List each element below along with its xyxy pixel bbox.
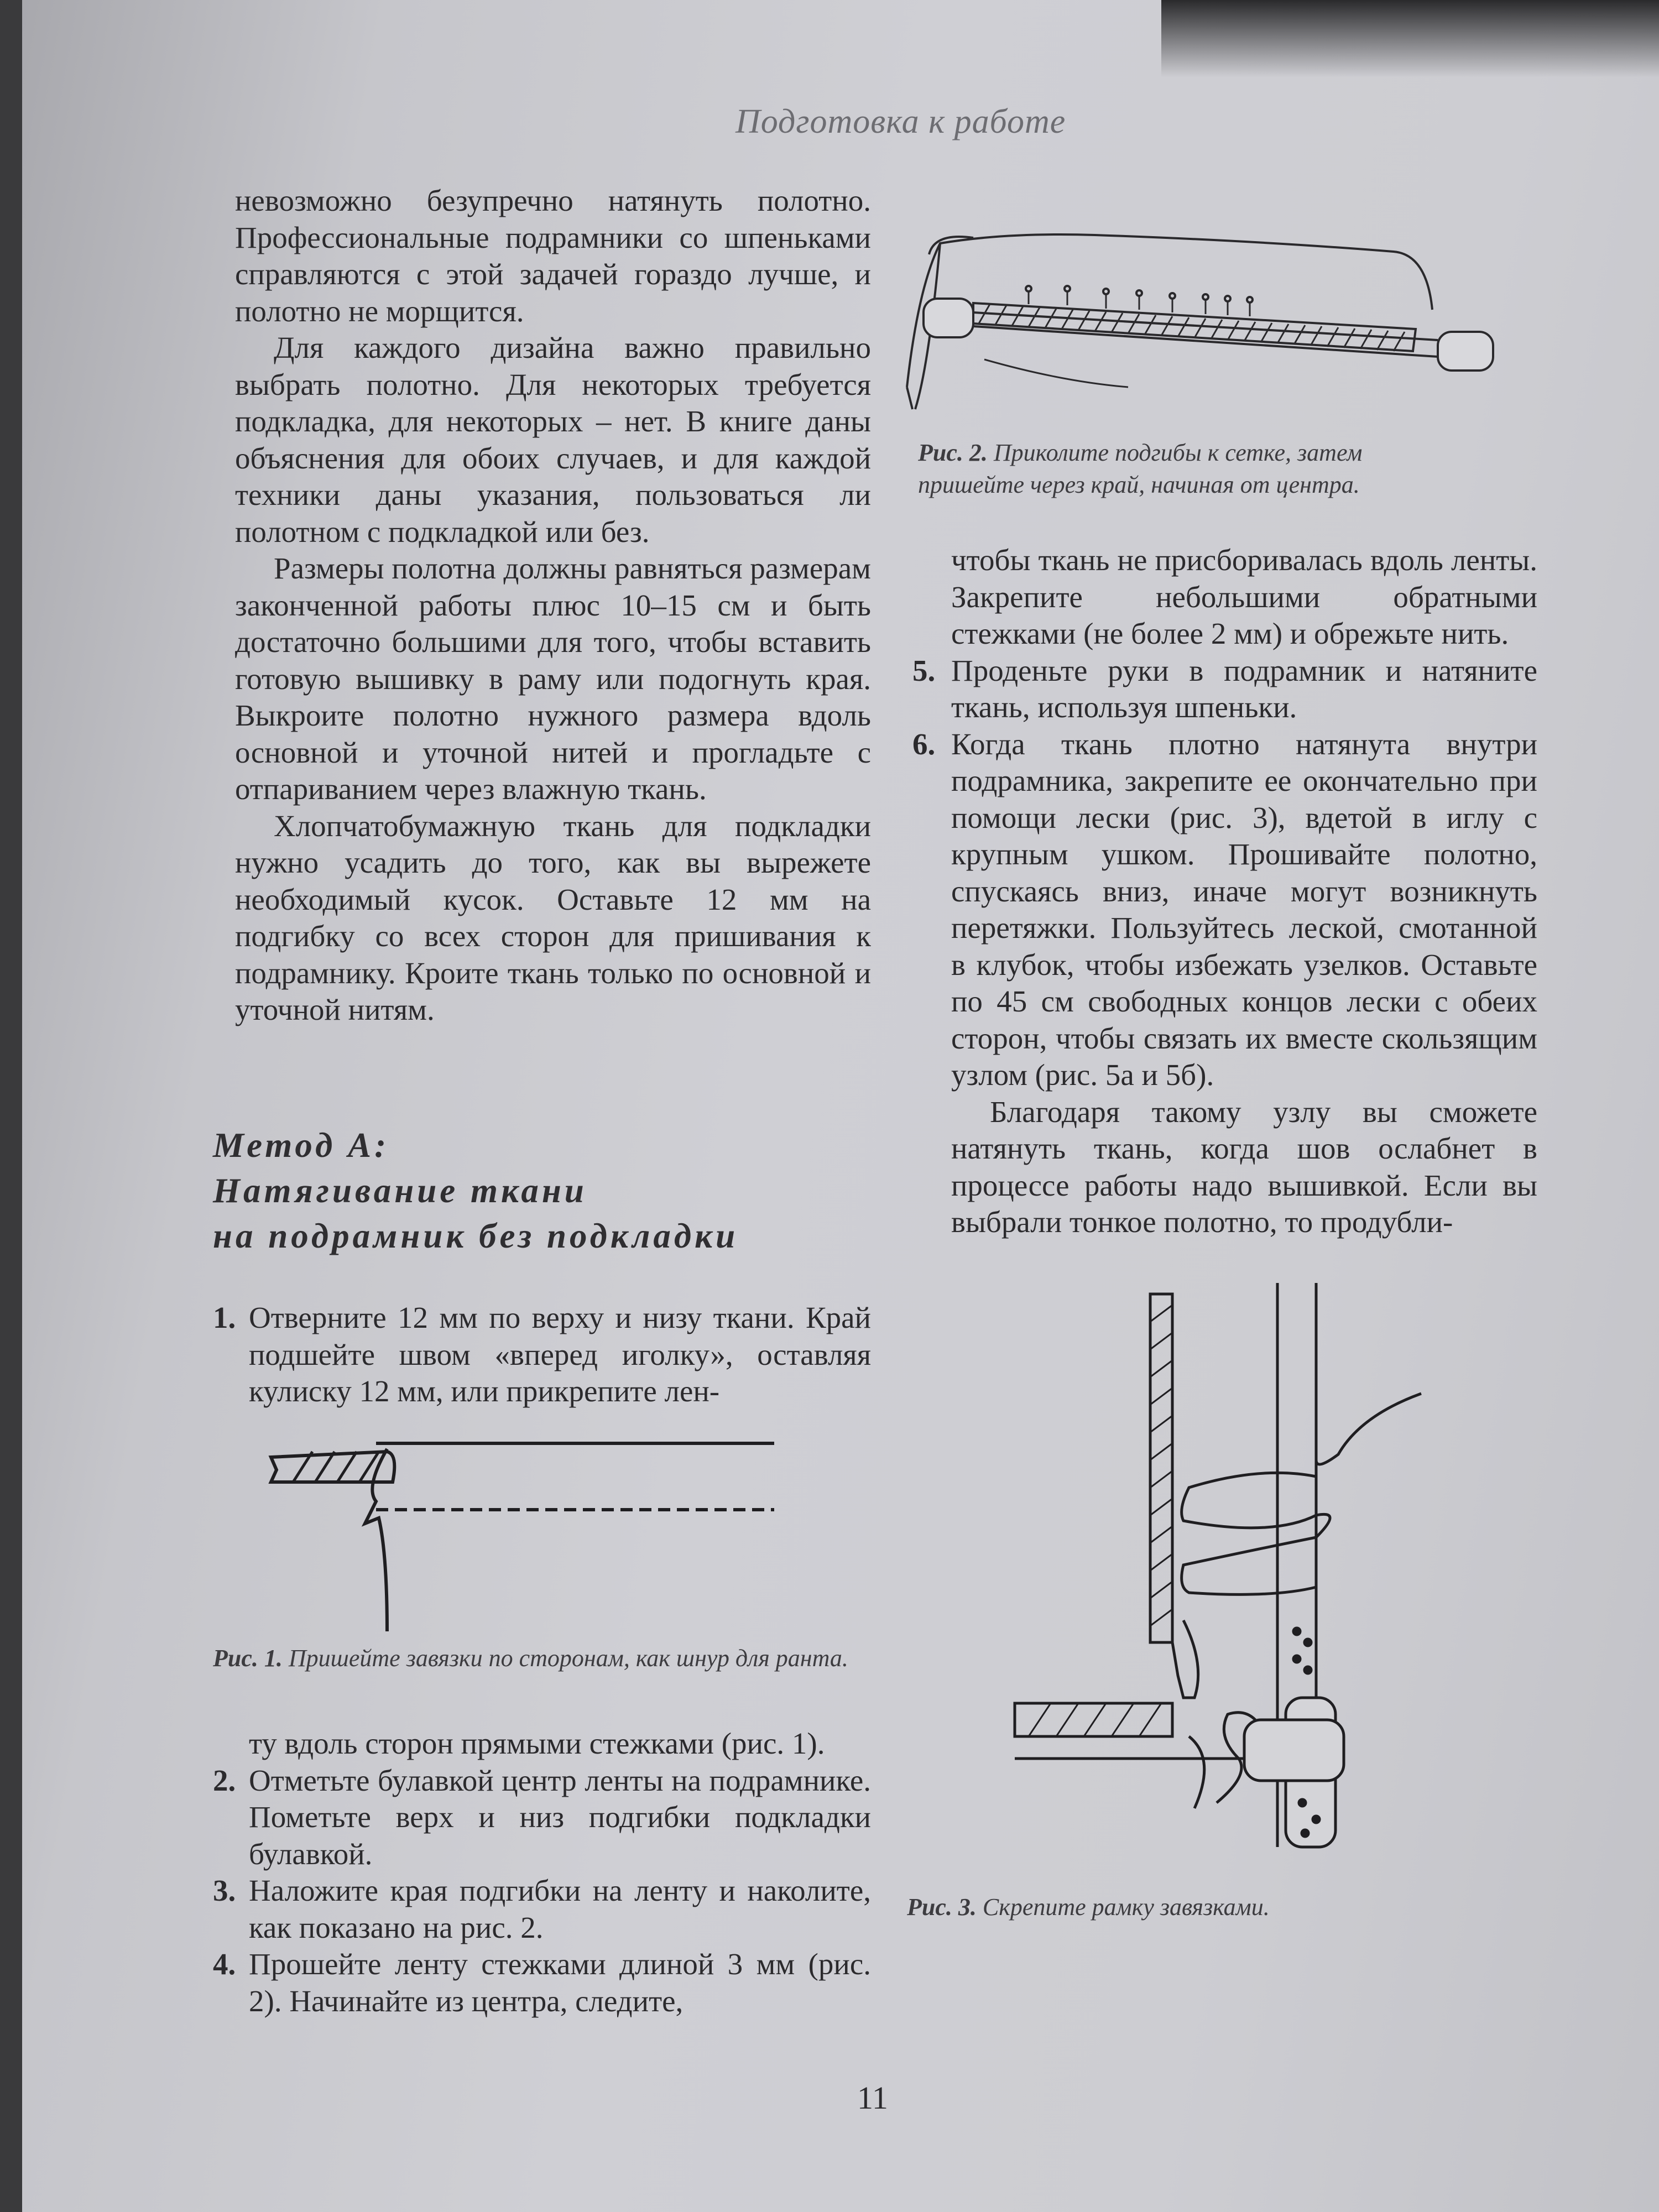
fig3-horizontal-fabric	[1015, 1703, 1172, 1736]
list-item	[213, 1946, 871, 2020]
caption-label: Рис. 1.	[213, 1645, 283, 1672]
step-text: Наложите края подгибки на ленту и наколите, как показано на рис. 2.	[249, 1874, 871, 1944]
heading-line: на подрамник без подкладки	[213, 1217, 739, 1255]
list-item	[912, 653, 1537, 726]
caption-label: Рис. 2.	[918, 439, 988, 466]
step-number: 5.	[912, 653, 936, 687]
paragraph: невозможно безупречно натянуть полотно. Профессиональные подрамники со шпеньками справляются с этой задачей гораздо лучше, и полотно не морщится.	[235, 184, 871, 328]
step-number: 3.	[213, 1874, 236, 1907]
list-item	[213, 1762, 871, 1873]
figure-3-illustration	[984, 1277, 1482, 1875]
step-number: 4.	[213, 1947, 236, 1981]
step-1	[213, 1300, 871, 1410]
step-number: 2.	[213, 1763, 236, 1797]
section-heading	[213, 1123, 738, 1259]
list-item	[213, 1872, 871, 1946]
caption-text: Пришейте завязки по сторонам, как шнур для ранта.	[288, 1645, 848, 1672]
step-text: Проденьте руки в подрамник и натяните ткань, используя шпеньки.	[951, 653, 1537, 724]
left-column-text	[235, 182, 871, 1029]
steps-left	[213, 1725, 871, 2020]
right-column-text	[912, 542, 1537, 1241]
step-continuation: чтобы ткань не присборивалась вдоль ленты. Закрепите небольшими обратными стежками (не более 2 мм) и обрежьте нить.	[951, 543, 1537, 650]
fig1-tie-thread	[365, 1449, 387, 1631]
fig3-joint	[1244, 1720, 1344, 1781]
paragraph: Хлопчатобумажную ткань для подкладки нужно усадить до того, как вы вырежете необходимый кусок. Оставьте 12 мм на подгибку со всех сторон для пришивания к подрамнику. Кроите ткань только по основной и уточной нитям.	[235, 808, 871, 1026]
book-page	[22, 0, 1659, 2212]
running-head: Подготовка к работе	[735, 103, 1066, 140]
fig2-tape	[973, 303, 1416, 351]
fig2-left-peg	[924, 299, 973, 337]
page-shadow	[1161, 0, 1659, 77]
figure-1-illustration	[260, 1427, 791, 1637]
caption-label: Рис. 3.	[907, 1893, 977, 1921]
heading-line: Метод А:	[213, 1126, 390, 1165]
paragraph: Для каждого дизайна важно правильно выбрать полотно. Для некоторых требуется подкладка, для некоторых – нет. В книге даны объяснения для обоих случаев, и для каждой техники даны указания, пользоваться ли полотном с подкладкой или без.	[235, 331, 871, 549]
paragraph: Размеры полотна должны равняться размерам законченной работы плюс 10–15 см и быть достаточно большими для того, чтобы вставить готовую вышивку в раму или подогнуть края. Выкроите полотно нужного размера вдоль основной и уточной нитей и прогладьте с отпариванием через влажную ткань.	[235, 551, 871, 806]
step-text: Когда ткань плотно натянута внутри подрамника, закрепите ее окончательно при помощи лески (рис. 3), вдетой в иглу с крупным ушком. Прошивайте полотно, спускаясь вниз, иначе могут возникнуть перетяжки. Пользуйтесь леской, смотанной в клубок, чтобы избежать узелков. Оставьте по 45 см свободных концов лески с обеих сторон, чтобы связать их вместе скользящим узлом (рис. 5а и 5б).	[951, 727, 1537, 1092]
figure-3-caption	[907, 1891, 1460, 1923]
caption-text: Скрепите рамку завязками.	[982, 1893, 1270, 1921]
caption-text: Приколите подгибы к сетке, затем пришейте через край, начиная от центра.	[918, 439, 1363, 498]
figure-2-caption	[918, 437, 1471, 501]
list-item	[213, 1300, 871, 1410]
paragraph: Благодаря такому узлу вы сможете натянуть ткань, когда шов ослабнет в процессе работы надо вышивкой. Если вы выбрали тонкое полотно, то продубли-	[951, 1094, 1537, 1239]
figure-2-illustration	[896, 221, 1521, 426]
step-continuation: ту вдоль сторон прямыми стежками (рис. 1).	[249, 1726, 825, 1760]
figure-1-caption	[213, 1642, 865, 1674]
page-number: 11	[857, 2080, 888, 2116]
step-text: Отверните 12 мм по верху и низу ткани. Край подшейте швом «вперед иголку», оставляя кулиску 12 мм, или прикрепите лен-	[249, 1301, 871, 1408]
step-number: 6.	[912, 727, 936, 761]
step-text: Отметьте булавкой центр ленты на подрамнике. Пометьте верх и низ подгибки подкладки булавкой.	[249, 1763, 871, 1871]
fig2-right-peg	[1438, 332, 1493, 371]
step-text: Прошейте ленту стежками длиной 3 мм (рис. 2). Начинайте из центра, следите,	[249, 1947, 871, 2018]
step-number: 1.	[213, 1301, 236, 1334]
heading-line: Натягивание ткани	[213, 1171, 587, 1210]
list-item	[912, 726, 1537, 1094]
